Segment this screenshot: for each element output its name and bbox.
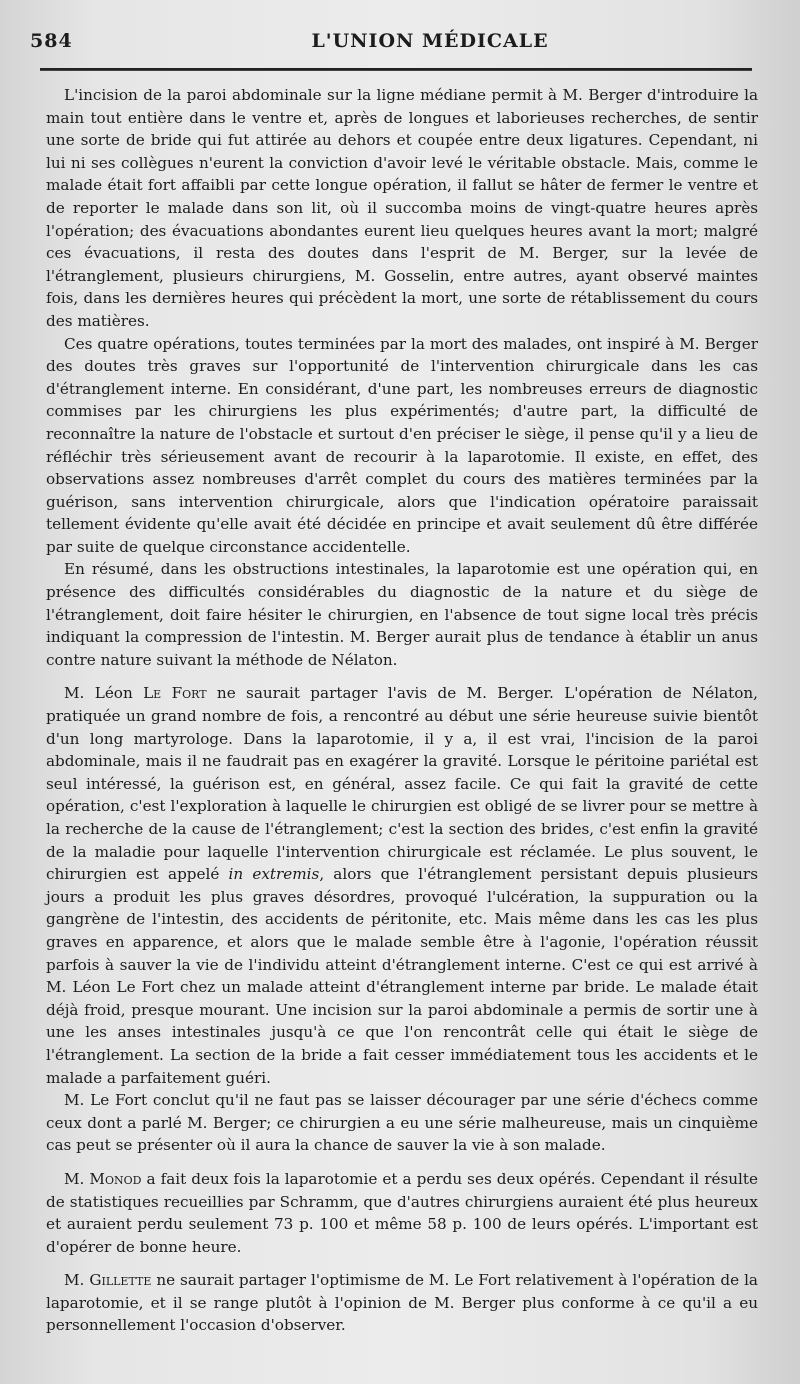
paragraph-le-fort-conclusion: M. Le Fort conclut qu'il ne faut pas se laisser décourager par une série d'échecs comme ceux dont a parlé M. Berger; ce chirurgien a eu une série malheureuse, mais un cinquième cas peut se présenter où il aura la chance de sauver la vie à son malade.: [46, 1091, 758, 1155]
paragraph-le-fort: [46, 682, 758, 1089]
paragraph-monod: [46, 1168, 758, 1258]
paragraph-text: ne saurait partager l'optimisme de M. Le Fort relativement à l'opération de la laparotomie, et il se range plutôt à l'opinion de M. Berger plus conforme à ce qu'il a eu personnellement l'occasion d'observer.: [46, 1271, 758, 1335]
paragraph-text: a fait deux fois la laparotomie et a perdu ses deux opérés. Cependant il résulte de statistiques recueillies par Schramm, que d'autres chirurgiens auraient été plus heureux et auraient perdu seulement 73 p. 100 et même 58 p. 100 de leurs opérés. L'important est d'opérer de bonne heure.: [46, 1169, 758, 1256]
paragraph-berger-incision: L'incision de la paroi abdominale sur la ligne médiane permit à M. Berger d'introduire la main tout entière dans le ventre et, après de longues et laborieuses recherches, de sentir une sorte de bride qui fut attirée au dehors et coupée entre deux ligatures. Cependant, ni lui ni ses collègues n'eurent la conviction d'avoir levé le véritable obstacle. Mais, comme le malade était fort affaibli par cette longue opération, il fallut se hâter de fermer le ventre et de reporter le malade dans son lit, où il succomba moins de vingt-quatre heures après l'opération; des évacuations abondantes eurent lieu quelques heures avant la mort; malgré ces évacuations, il resta des doutes dans l'esprit de M. Berger, sur la levée de l'étranglement, plusieurs chirurgiens, M. Gosselin, entre autres, ayant observé maintes fois, dans les dernières heures qui précèdent la mort, une sorte de rétablissement du cours des matières.: [46, 86, 758, 330]
paragraph-summary: En résumé, dans les obstructions intestinales, la laparotomie est une opération qui, en présence des difficultés considérables du diagnostic de la nature et du siège de l'étranglement, doit faire hésiter le chirurgien, en l'absence de tout signe local très précis indiquant la compression de l'intestin. M. Berger aurait plus de tendance à établir un anus contre nature suivant la méthode de Nélaton.: [46, 560, 758, 669]
page-header: [30, 26, 790, 62]
journal-title: L'UNION MÉDICALE: [311, 30, 549, 52]
speaker-name: Le Fort: [143, 684, 207, 703]
speaker-name: Gillette: [89, 1271, 152, 1290]
header-rule: [40, 68, 752, 71]
speaker-prefix: M. Léon: [64, 684, 144, 703]
paragraph-text: ne saurait partager l'avis de M. Berger. L'opération de Nélaton, pratiquée un grand nombre de fois, a rencontré au début une série heureuse suivie bientôt d'un long martyrologe. Dans la laparotomie, il y a, il est vrai, l'incision de la paroi abdominale, mais il ne faudrait pas en exagérer la gravité. Lorsque le péritoine pariétal est seul intéressé, la guérison est, en général, assez facile. Ce qui fait la gravité de cette opération, c'est l'exploration à laquelle le chirurgien est obligé de se livrer pour se mettre à la recherche de la cause de l'étranglement; c'est la section des brides, c'est enfin la gravité de la maladie pour laquelle l'intervention chirurgicale est réclamée. Le plus souvent, le chirurgien est appelé: [46, 684, 758, 884]
speaker-prefix: M.: [64, 1169, 90, 1188]
speaker-name: Monod: [89, 1169, 142, 1188]
paragraph-gillette: [46, 1269, 758, 1337]
speaker-prefix: M.: [64, 1271, 90, 1290]
paragraph-text-continued: , alors que l'étranglement persistant depuis plusieurs jours a produit les plus graves désordres, provoqué l'ulcération, la suppuration ou la gangrène de l'intestin, des accidents de péritonite, etc. Mais même dans les cas les plus graves en apparence, et alors que le malade semble être à l'agonie, l'opération réussit parfois à sauver la vie de l'individu atteint d'étranglement interne. C'est ce qui est arrivé à M. Léon Le Fort chez un malade atteint d'étranglement interne par bride. Le malade était déjà froid, presque mourant. Une incision sur la paroi abdominale a permis de sortir une à une les anses intestinales jusqu'à ce que l'on rencontrât celle qui était le siège de l'étranglement. La section de la bride a fait cesser immédiatement tous les accidents et le malade a parfaitement guéri.: [46, 865, 758, 1087]
page-number: 584: [30, 30, 73, 52]
article-body: [46, 84, 758, 1337]
italic-phrase: in extremis: [228, 865, 320, 884]
paragraph-berger-doubts: Ces quatre opérations, toutes terminées par la mort des malades, ont inspiré à M. Berger des doutes très graves sur l'opportunité de l'intervention chirurgicale dans les cas d'étranglement interne. En considérant, d'une part, les nombreuses erreurs de diagnostic commises par les chirurgiens les plus expérimentés; d'autre part, la difficulté de reconnaître la nature de l'obstacle et surtout d'en préciser le siège, il pense qu'il y a lieu de réfléchir très sérieusement avant de recourir à la laparotomie. Il existe, en effet, des observations assez nombreuses d'arrêt complet du cours des matières terminées par la guérison, sans intervention chirurgicale, alors que l'indication opératoire paraissait tellement évidente qu'elle avait été décidée en principe et avait seulement dû être différée par suite de quelque circonstance accidentelle.: [46, 334, 758, 556]
